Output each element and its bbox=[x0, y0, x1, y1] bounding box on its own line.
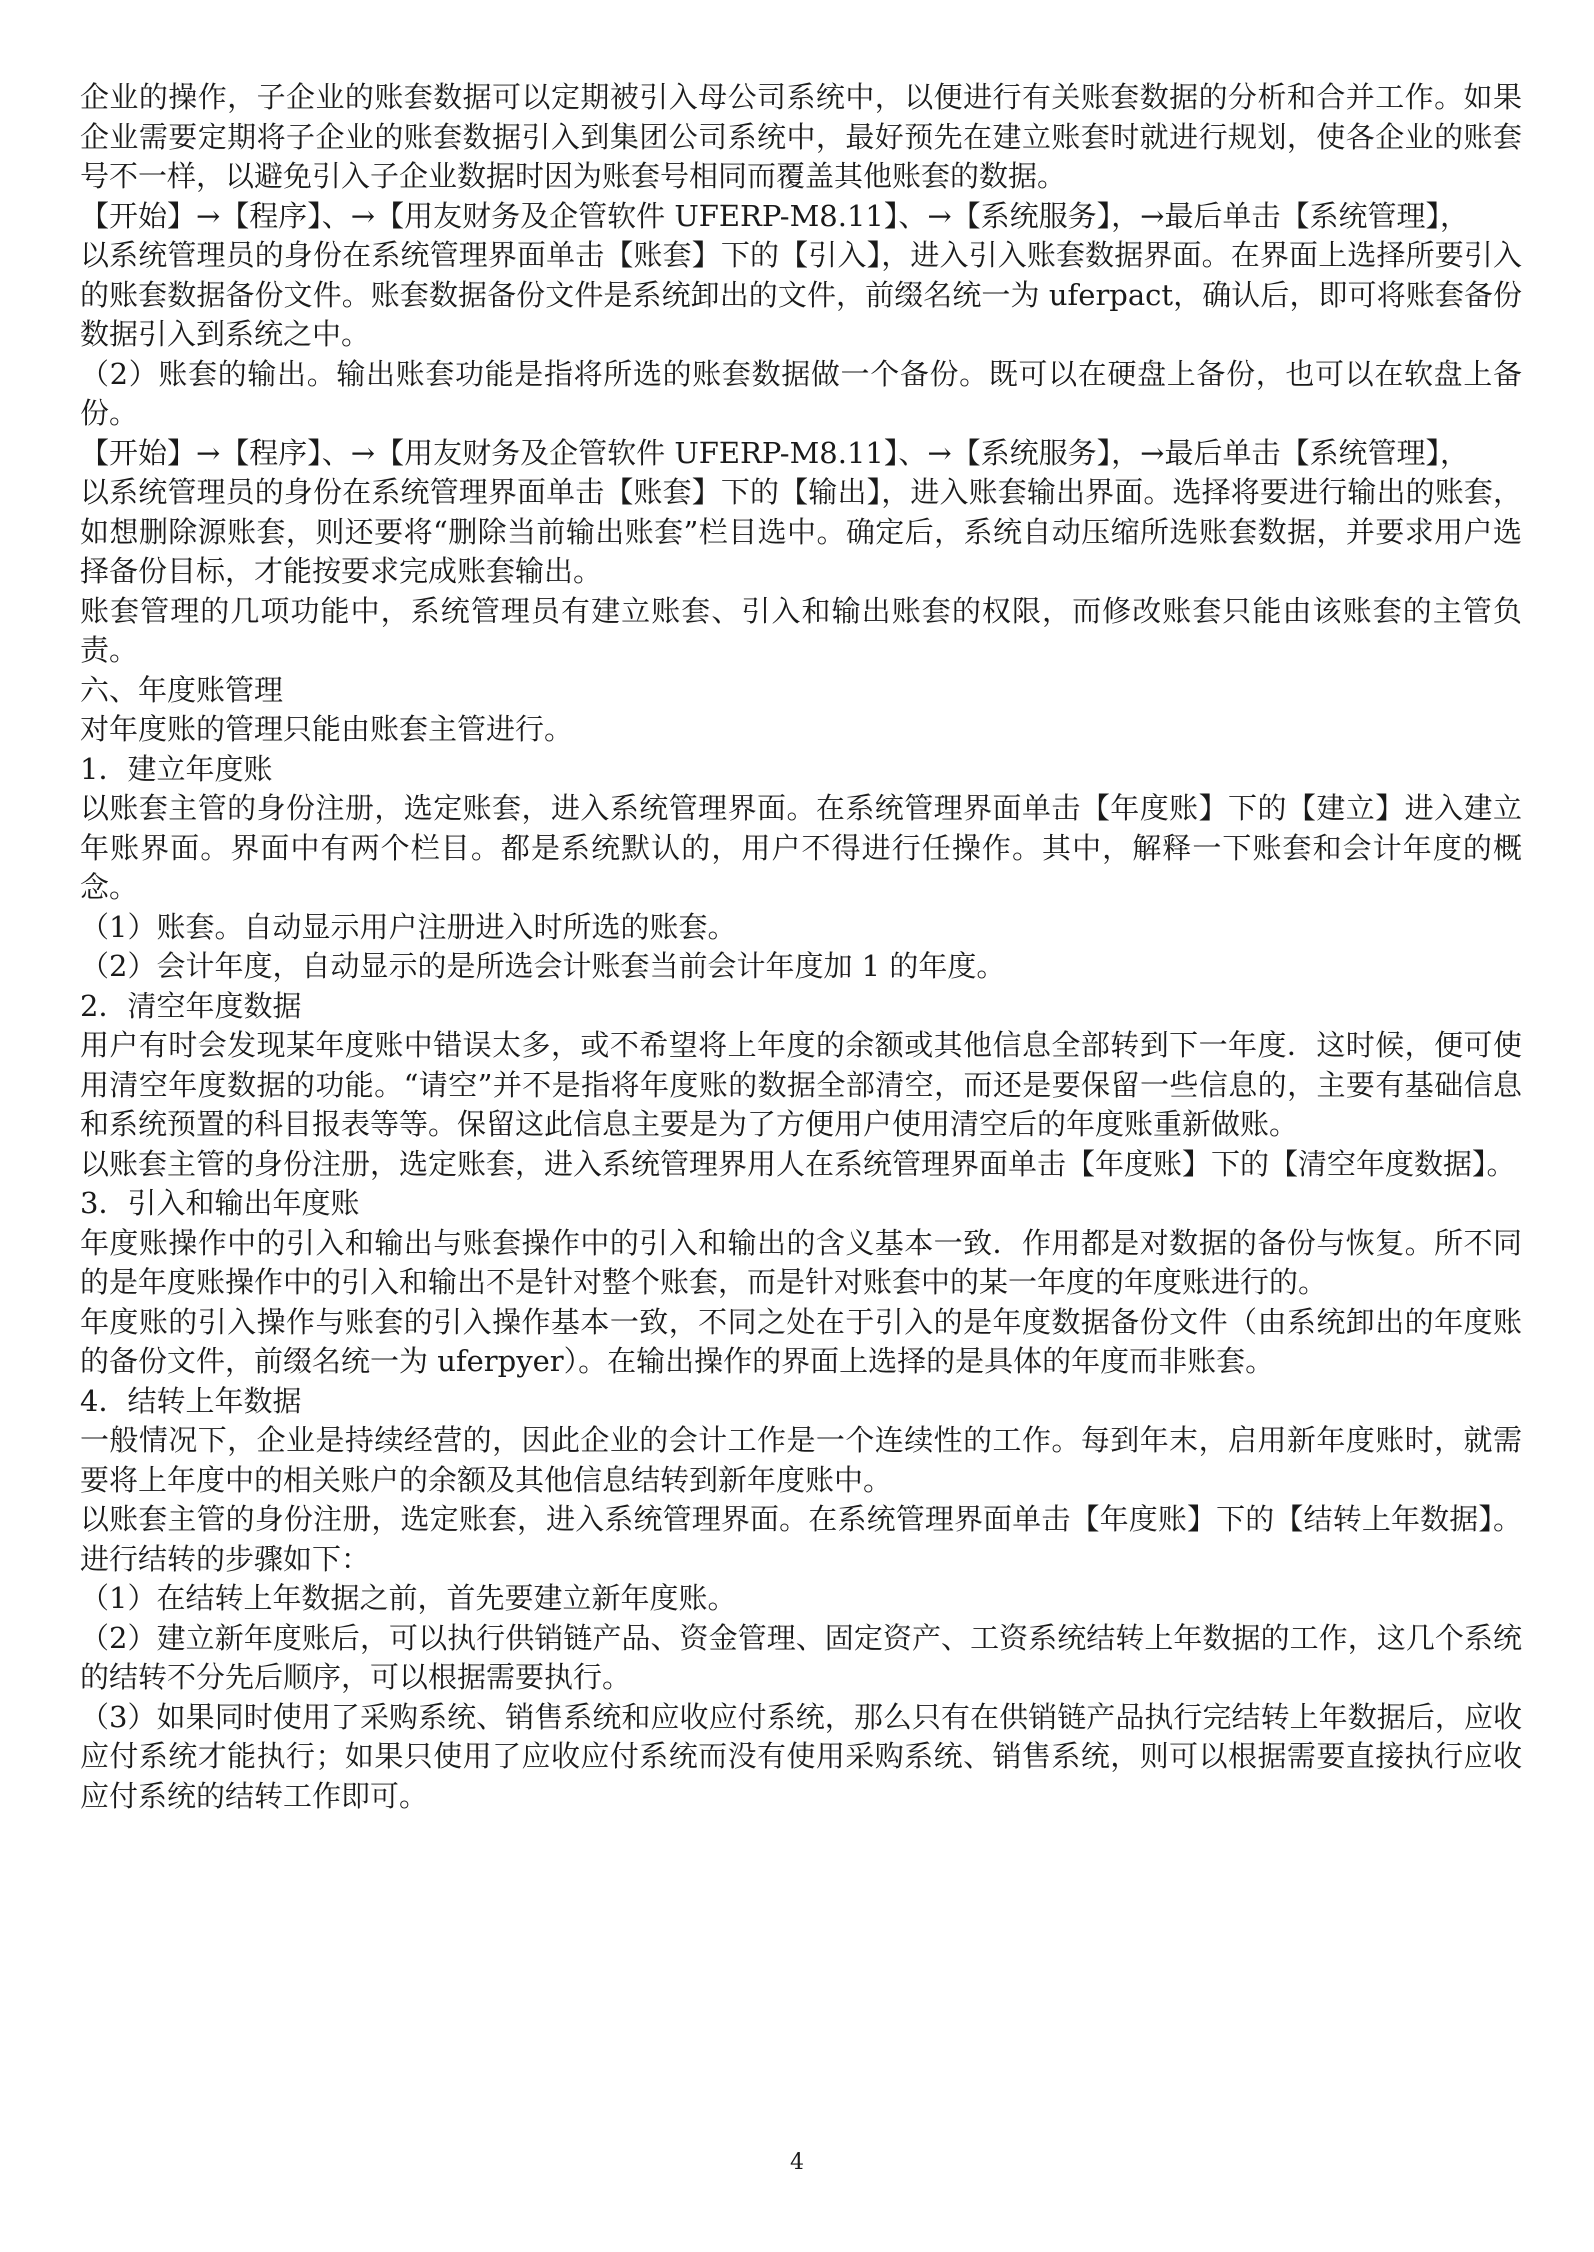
paragraph-account-output: （2）账套的输出。输出账套功能是指将所选的账套数据做一个备份。既可以在硬盘上备份，也可以在软盘上备份。 bbox=[80, 356, 1522, 430]
subheading-import-output-annual: 3．引入和输出年度账 bbox=[80, 1186, 360, 1220]
section-heading-annual-accounts: 六、年度账管理 bbox=[80, 672, 284, 707]
paragraph-annual-intro: 对年度账的管理只能由账套主管进行。 bbox=[80, 712, 574, 746]
paragraph-annual-import-detail: 年度账的引入操作与账套的引入操作基本一致，不同之处在于引入的是年度数据备份文件（由系统卸出的年度账的备份文件，前缀名统一为 uferpyer）。在输出操作的界面上选择的是具体的年度而非账套。 bbox=[80, 1304, 1522, 1378]
paragraph-admin-permissions: 账套管理的几项功能中，系统管理员有建立账套、引入和输出账套的权限，而修改账套只能由该账套的主管负责。 bbox=[80, 593, 1522, 667]
paragraph-annual-import-output: 年度账操作中的引入和输出与账套操作中的引入和输出的含义基本一致．作用都是对数据的备份与恢复。所不同的是年度账操作中的引入和输出不是针对整个账套，而是针对账套中的某一年度的年度账进行的。 bbox=[80, 1225, 1522, 1299]
list-item-fiscal-year: （2）会计年度，自动显示的是所选会计账套当前会计年度加 1 的年度。 bbox=[80, 949, 1006, 983]
paragraph-menu-path-import: 【开始】→【程序】、→【用友财务及企管软件 UFERP-M8.11】、→【系统服务】，→最后单击【系统管理】， bbox=[80, 198, 1469, 233]
paragraph-carry-forward-procedure: 以账套主管的身份注册，选定账套，进入系统管理界面。在系统管理界面单击【年度账】下的【结转上年数据】。进行结转的步骤如下： bbox=[80, 1502, 1522, 1576]
paragraph-import-procedure: 以系统管理员的身份在系统管理界面单击【账套】下的【引入】，进入引入账套数据界面。在界面上选择所要引入的账套数据备份文件。账套数据备份文件是系统卸出的文件，前缀名统一为 uferpact，确认后，即可将账套备份数据引入到系统之中。 bbox=[80, 238, 1522, 351]
list-item-account-set: （1）账套。自动显示用户注册进入时所选的账套。 bbox=[80, 909, 737, 944]
subheading-carry-forward: 4．结转上年数据 bbox=[80, 1383, 302, 1418]
list-item-step-1: （1）在结转上年数据之前，首先要建立新年度账。 bbox=[80, 1581, 737, 1615]
paragraph-subsidiary-import: 企业的操作，子企业的账套数据可以定期被引入母公司系统中，以便进行有关账套数据的分析和合并工作。如果企业需要定期将子企业的账套数据引入到集团公司系统中，最好预先在建立账套时就进行规划，使各企业的账套号不一样，以避免引入子企业数据时因为账套号相同而覆盖其他账套的数据。 bbox=[80, 80, 1522, 193]
page-number: 4 bbox=[790, 2150, 804, 2175]
paragraph-create-annual: 以账套主管的身份注册，选定账套，进入系统管理界面。在系统管理界面单击【年度账】下的【建立】进入建立年账界面。界面中有两个栏目。都是系统默认的，用户不得进行任操作。其中，解释一下账套和会计年度的概念。 bbox=[80, 791, 1522, 904]
paragraph-carry-forward-intro: 一般情况下，企业是持续经营的，因此企业的会计工作是一个连续性的工作。每到年末，启用新年度账时，就需要将上年度中的相关账户的余额及其他信息结转到新年度账中。 bbox=[80, 1423, 1522, 1497]
paragraph-clear-procedure: 以账套主管的身份注册，选定账套，进入系统管理界用人在系统管理界面单击【年度账】下的【清空年度数据】。 bbox=[80, 1146, 1516, 1181]
paragraph-clear-annual: 用户有时会发现某年度账中错误太多，或不希望将上年度的余额或其他信息全部转到下一年度．这时候，便可使用清空年度数据的功能。“请空”并不是指将年度账的数据全部清空，而还是要保留一些信息的，主要有基础信息和系统预置的科目报表等等。保留这此信息主要是为了方便用户使用清空后的年度账重新做账。 bbox=[80, 1028, 1522, 1141]
paragraph-menu-path-output: 【开始】→【程序】、→【用友财务及企管软件 UFERP-M8.11】、→【系统服务】，→最后单击【系统管理】， bbox=[80, 435, 1469, 470]
subheading-create-annual: 1．建立年度账 bbox=[80, 751, 273, 786]
document-body bbox=[80, 78, 1522, 1816]
paragraph-output-procedure: 以系统管理员的身份在系统管理界面单击【账套】下的【输出】，进入账套输出界面。选择将要进行输出的账套，如想删除源账套，则还要将“删除当前输出账套”栏目选中。确定后，系统自动压缩所选账套数据，并要求用户选择备份目标，才能按要求完成账套输出。 bbox=[80, 475, 1522, 588]
subheading-clear-annual: 2．清空年度数据 bbox=[80, 988, 302, 1023]
list-item-step-3: （3）如果同时使用了采购系统、销售系统和应收应付系统，那么只有在供销链产品执行完结转上年数据后，应收应付系统才能执行；如果只使用了应收应付系统而没有使用采购系统、销售系统，则可以根据需要直接执行应收应付系统的结转工作即可。 bbox=[80, 1699, 1522, 1813]
list-item-step-2: （2）建立新年度账后，可以执行供销链产品、资金管理、固定资产、工资系统结转上年数据的工作，这几个系统的结转不分先后顺序，可以根据需要执行。 bbox=[80, 1620, 1522, 1694]
